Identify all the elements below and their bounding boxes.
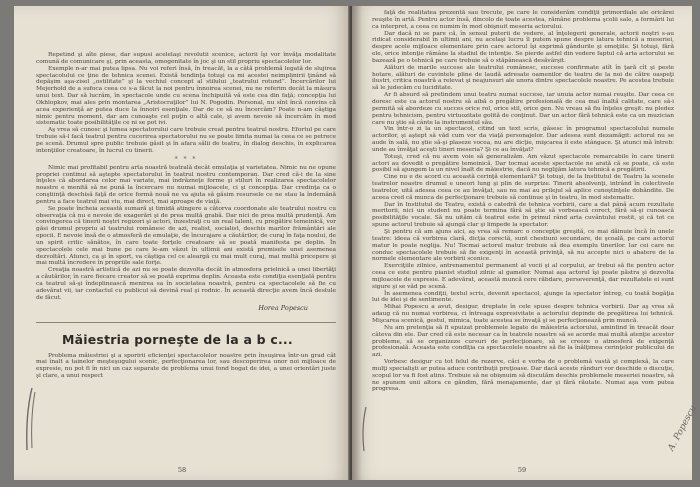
margin-handwritten-note: A. Popescu <box>666 404 699 453</box>
left-paragraph: Exemple n-ar mai putea lipsa. Nu voi referi însă, în treacăt, la a câtă problemă legată de slujirea spectacolului ce ţine de tehnica scenei. Există tendinţa totuşi ca mi acestei neimplinirii ţinând să depăşim aşa-zisel „ostilitate” şi la vechiul concept al stilului „teatrului rotund”. Încercărilor lui Mejerhold de a sufoca ceea ce s-a făcut la noi pentru înnoirea scenei, nu ne referim decât la măsura unui text. Dar să lucrăm, în spectacole unde cu scena închipuită vă este cea din faţă; concepţia lui Okhlopkov, mai ales prin montarea „Aristocraţilor” lui N. Pogodin. Personal, nu sînt încă convins că acea experienţă ar putea duce la înnoiri esenţiale. Dar de ce să nu încercăm? Poate n-am câştiga nimic pentru moment, dar am cunoaşte cel puţin o altă cale, şi avem nevoie să încercăm în mod sistematic toate posibilităţile ce ni se pot ivi. <box>36 65 336 127</box>
right-paragraph: Vin într-o zi la un spectacol, citind un text scris, găsesc în programul spectacolului numele actorilor, şi aştept să văd cum vor da viaţă personajelor. Dar adesea sunt dezamăgit: actorul nu se aude în sală, nu ştie să-şi plaseze vocea, nu are dicţie, mişcarea îi este stângace. Şi atunci mă întreb: unde au învăţat aceşti tineri meseria? Şi ce au învăţat? <box>372 126 674 153</box>
article-title: Măiestria porneşte de la a b c... <box>62 331 293 347</box>
margin-pencil-mark-icon <box>356 404 374 454</box>
left-page <box>14 6 350 480</box>
right-paragraph: Totuşi, cred că nu avem voie să generalizăm. Am văzut spectacole remarcabile în care tinerii actori au dovedit o pregătire temeinică. Dar tocmai aceste spectacole ne arată că se poate, că este posibil să ajungem la un nivel înalt de măiestrie, dacă nu neglijăm latura tehnică a pregătirii. <box>372 153 674 174</box>
left-paragraph: Se poate încheia această sumară şi timidă atingere a câtorva coordonate ale teatrului nostru cu observaţia că nu e nevoie de exagerări şi de prea multă grabă. Dar nici de prea multă prudenţă. Am convingerea că tinerii noştri regizori şi actori, înzestraţi cu un real talent, cu pregătire temeinică, vor găsi drumul propriu al teatrului românesc de azi, realist, socialist, deschis marilor frământări ale epocii. E nevoie însă de o atmosferă de emulaţie, de încurajare a căutărilor, de curaj în faţa noului, de un spirit critic sănătos, în care toate forţele creatoare să se poată manifesta pe deplin. În spectacolele cele mai bune pe care le-am văzut în ultimii ani există premisele unei asemenea dezvoltări. Atunci, ca şi în sport, va câştiga cel ce aleargă cu mai mult curaj, mai multă pricepere şi mai multă încredere în propriile sale forţe. <box>36 205 336 267</box>
left-paragraph: Nimic mai profitabil pentru arta noastră teatrală decât emulaţia şi varietatea. Nimic nu ne opune propriei continui să aştepte spectatorului în teatrul nostru contemporan. Dar cred că-i de la sine înţeles că abordarea celor mai variate, mai îndrăzneţe forme şi stiluri în realizarea spectacolelor noastre e menită să ne pună la încercare nu numai mijloacele, ci şi concepţia. Dar credinţa ca o conştiinţă deschisă faţă de orice formă nouă ne va ajuta să găsim resursele ce ne stau la îndemână pentru a face teatrul mai viu, mai direct, mai aproape de viaţă. <box>36 164 336 205</box>
right-paragraph: Dar dacă ni se pare că, în sensul puterii de vedere, al înţelegerii generale, actorii noştri s-au ridicat considerabil în ultimii ani, nu acelaşi lucru îl putem spune despre latura tehnică a meseriei, despre acele mijloace elementare prin care actorul îşi exprimă gândurile şi emoţiile. Şi totuşi, fără ele, orice intenţie rămâne la stadiul de intenţie. Se pierde astfel din vedere faptul că arta actorului se bazează pe o tehnică pe care trebuie să o stăpânească desăvârşit. <box>372 30 674 64</box>
right-paragraph: Ar fi absurd să pretindem unui teatru numai succese, iar unuia actor numai reuşite. Dar ceea ce doresc este ca actorul nostru să aibă o pregătire profesională de cea mai înaltă calitate, care să-i permită să abordeze cu succes orice rol, orice stil, orice gen. Nu vreau să fiu înţeles greşit: nu pledez pentru tehnicism, pentru virtuozitate golită de conţinut. Dar un actor fără tehnică este ca un muzician care nu ştie să cânte la instrumentul său. <box>372 92 674 126</box>
right-paragraph: Mihai Popescu a avut, desigur, dreptate în cele spuse despre tehnica vorbirii. Dar aş vrea să adaug că nu numai vorbirea, ci întreaga expresivitate a actorului depinde de pregătirea lui tehnică. Mişcarea scenică, gestul, mimica, toate acestea se învaţă şi se perfecţionează prin muncă. <box>372 304 674 324</box>
left-paragraph: Creaţia noastră artistică de azi nu se poate dezvolta decât în atmosfera prielnică a unei libertăţi a căutărilor, în care fiecare creator să se poată exprima deplin. Aceasta este condiţia esenţială pentru ca teatrul să-şi îndeplinească menirea sa în societatea noastră, pentru ca spectacolele să fie cu adevărat vii, iar contactul cu publicul să devină real şi rodnic. În această direcţie avem încă destule de făcut. <box>36 267 336 301</box>
right-paragraph: Cine nu e de acord cu această cerinţă elementară? Şi totuşi, de la Institutul de Teatru la scenele teatrelor noastre drumul e uneori lung şi plin de surprize. Tinerii absolvenţi, intrând în colectivele teatrelor, uită adesea ceea ce au învăţat, sau nu mai au prilejul să aplice cunoştinţele dobândite. De aceea cred că munca de perfecţionare trebuie să continue şi în teatru, în mod sistematic. <box>372 174 674 201</box>
section-divider <box>36 322 336 323</box>
left-paragraph: Repetind şi aîte piese, dar supusi acelelaşi revolutii scenice, actorii îşi vor învăţa modalitate comună de comunicare şi, prin aceasta, omogenitate în joc şi un stil propriu spectacolelor lor. <box>36 52 336 65</box>
right-paragraph: Vorbesc desigur cu tot felul de rezerve, căci e vorba de o problemă vastă şi complexă, la care mulţi specialişti ar putea aduce contribuţii preţioase. Dar dacă aceste rânduri vor deschide o discuţie, scopul lor va fi fost atins. Trebuie să ne obişnuim să discutăm deschis problemele meseriei noastre, să ne spunem unii altora ce gândim, fără menajamente, dar şi fără răutate. Numai aşa vom putea progresa. <box>372 359 674 393</box>
right-paragraph: În asemenea condiţii, textul scris, devenit spectacol, ajunge la spectator întreg, cu toată bogăţia lui de idei şi de sentimente. <box>372 290 674 304</box>
left-paragraph: Aş vrea să cunosc şi lumea spectatorului care trebuie creat pentru teatrul nostru. Efortul pe care trebuie să-l facă teatrul pentru cucerirea spectatorului nu se poate limita numai la ceea ce se petrece pe scenă. Drumul spre public trebuie găsit şi în afara sălii de teatru, în dialog deschis, în explicarea intenţiilor creatoare, în lucrul cu tinerii. <box>36 127 336 154</box>
right-paragraph: Nu am pretenţia să fi epuizat problemele legate de măiestria actorului, amintind în treacăt doar câteva din ele. Dar cred că este necesar ca în teatrele noastre să se acorde mai multă atenţie acestor probleme, să se organizeze cursuri de perfecţionare, să se creeze o atmosferă de exigenţă profesională. Aceasta este condiţia ca spectacolele noastre să fie la înălţimea cerinţelor publicului de azi. <box>372 324 674 359</box>
page-number-left: 58 <box>177 466 187 474</box>
right-paragraph: Alături de marile succese ale teatrului românesc, succese confirmate atît în ţară cît şi peste hotare, alături de cuvintele pline de laudă adresate oamenilor de teatru de la noi de către oaspeţi ilustri, critica noastră a relevat şi neajunsuri ale unora dintre spectacolele noastre. Pe acestea trebuie să le judecăm cu luciditate. <box>372 64 674 92</box>
margin-pencil-mark-icon <box>18 384 42 454</box>
right-paragraph: faţă de realitatea prezentă sau trecute, pe care le considerăm condiţii primordiale ale oricărei reuşite în artă. Pentru actor însă, dincolo de toate acestea, rămâne problema şcolii sale, a formării lui ca interpret, a ceea ce numim în mod obişnuit meseria actorului. <box>372 10 674 30</box>
article-paragraph: Problema măiestriei şi a sporirii eficienţei spectacolelor noastre prin însuşirea într-un grad cât mai înalt a tainelor meşteşugului scenic, perfecţionarea lor, sau descoperirea unor noi mijloace de expresie, nu pot fi în nici un caz separate de problema unui fond bogat de idei, a unei orientări juste şi clare, a unui respect <box>36 352 336 380</box>
right-paragraph: Şi pentru că am ajuns aici, aş vrea să remarc o concepţie greşită, ce mai dăinuie încă în unele teatre: ideea că vorbirea clară, dicţia corectă, sunt chestiuni secundare, de şcoală, pe care actorul matur le poate neglija. Nu! Tocmai actorul matur trebuie să dea exemplu tinerilor. Iar cei care ne conduc spectacolele trebuie să fie exigenţi în această privinţă, să nu accepte nici o abatere de la normele elementare ale vorbirii scenice. <box>372 229 674 263</box>
section-separator-stars: * * * <box>174 155 198 163</box>
author-signature: Horea Popescu <box>258 303 308 312</box>
page-number-right: 59 <box>517 466 527 474</box>
right-page <box>352 6 699 480</box>
right-paragraph: Dar în Institutul de Teatru, există o catedră de tehnica vorbirii, care a dat până acum rezultate meritorii, nici un student nu poate termina fără să ştie să vorbească corect, fără să-şi cunoască posibilităţile vocale. Să nu uităm că teatrul este în primul rând arta cuvântului rostit, şi că tot ce spune actorul trebuie să ajungă clar şi limpede la spectator. <box>372 201 674 229</box>
right-paragraph: Exerciţiile zilnice, antrenamentul permanent al vocii şi al corpului, ar trebui să fie pentru actor ceea ce este pentru pianist studiul zilnic al gamelor. Numai aşa actorul îşi poate păstra şi dezvolta mijloacele de expresie. E adevărat, această muncă cere răbdare, perseverenţă, dar rezultatele ei sunt sigure şi se văd pe scenă. <box>372 263 674 290</box>
